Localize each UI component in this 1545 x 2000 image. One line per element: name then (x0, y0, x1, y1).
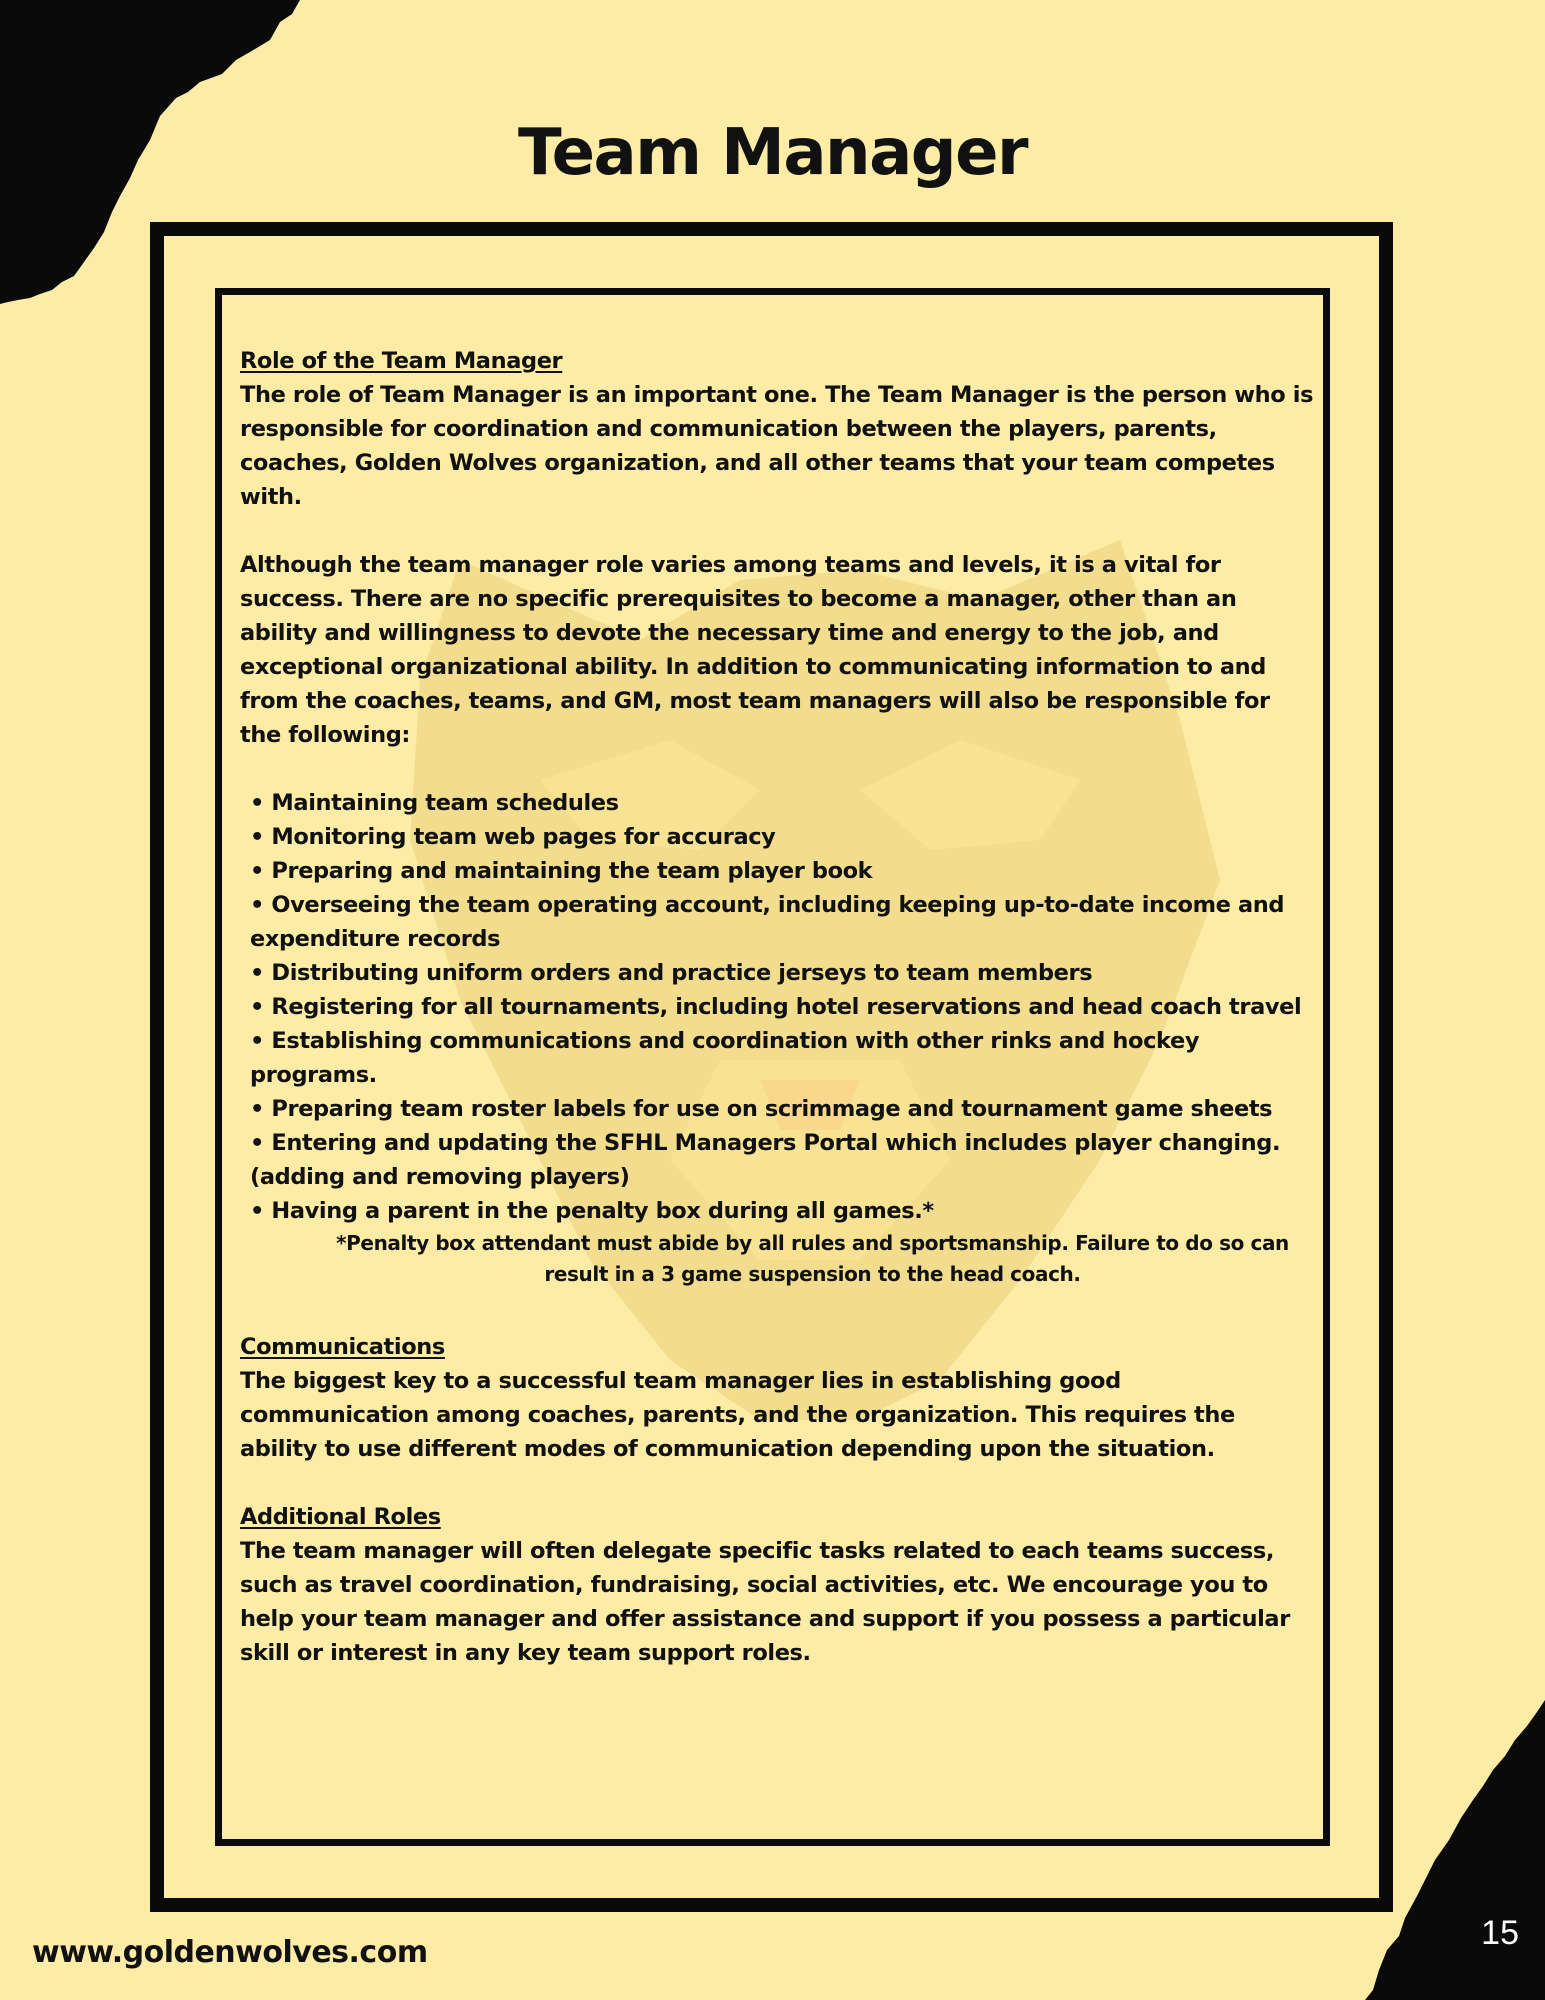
list-item: • Entering and updating the SFHL Managers Portal which includes player changing. (adding and removing players) (250, 1130, 1281, 1190)
section-heading-additional-roles: Additional Roles (240, 1504, 441, 1530)
role-paragraph-1: The role of Team Manager is an important one. The Team Manager is the person who is responsible for coordination and communication between the players, parents, coaches, Golden Wolves organization, and all other teams that your team competes with. (240, 382, 1314, 510)
list-item: • Establishing communications and coordination with other rinks and hockey programs. (250, 1028, 1200, 1088)
penalty-box-note: *Penalty box attendant must abide by all rules and sportsmanship. Failure to do so can result in a 3 game suspension to the head coach. (336, 1231, 1289, 1286)
list-item: • Preparing team roster labels for use on scrimmage and tournament game sheets (250, 1096, 1273, 1122)
page-number: 15 (1481, 1914, 1519, 1952)
responsibilities-list (240, 786, 1315, 1228)
list-item: • Preparing and maintaining the team player book (250, 858, 873, 884)
spacer (240, 1466, 1315, 1500)
list-item: • Having a parent in the penalty box during all games.* (250, 1198, 934, 1224)
page-title: Team Manager (517, 116, 1028, 190)
spacer (240, 1290, 1315, 1330)
website-link[interactable]: www.goldenwolves.com (32, 1935, 428, 1970)
list-item: • Distributing uniform orders and practice jerseys to team members (250, 960, 1093, 986)
role-paragraph-2: Although the team manager role varies among teams and levels, it is a vital for success. There are no specific prerequisites to become a manager, other than an ability and willingness to devote the necessary time and energy to the job, and exceptional organizational ability. In addition to communicating information to and from the coaches, teams, and GM, most team managers will also be responsible for the following: (240, 552, 1270, 748)
spacer (240, 752, 1315, 786)
list-item: • Maintaining team schedules (250, 790, 619, 816)
section-heading-role: Role of the Team Manager (240, 348, 563, 374)
list-item: • Overseeing the team operating account, including keeping up-to-date income and expenditure records (250, 892, 1285, 952)
list-item: • Registering for all tournaments, including hotel reservations and head coach travel (250, 994, 1302, 1020)
list-item: • Monitoring team web pages for accuracy (250, 824, 776, 850)
additional-roles-paragraph: The team manager will often delegate specific tasks related to each teams success, such as travel coordination, fundraising, social activities, etc. We encourage you to help your team manager and offer assistance and support if you possess a particular skill or interest in any key team support roles. (240, 1538, 1290, 1666)
spacer (240, 514, 1315, 548)
content-body (240, 344, 1315, 1670)
section-heading-communications: Communications (240, 1334, 445, 1360)
communications-paragraph: The biggest key to a successful team manager lies in establishing good communication among coaches, parents, and the organization. This requires the ability to use different modes of communication depending upon the situation. (240, 1368, 1235, 1462)
